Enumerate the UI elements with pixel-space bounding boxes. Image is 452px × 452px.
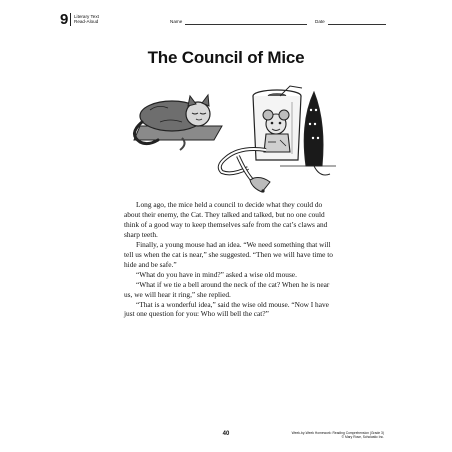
mouse-hole-icon [304,92,330,175]
story-paragraph: “What do you have in mind?” asked a wise old mouse. [136,269,297,279]
credit-line-2: © Mary Rose, Scholastic Inc. [341,435,384,439]
sleeping-cat-icon [134,95,210,150]
name-field-line[interactable] [185,24,307,25]
bell-icon [250,178,270,193]
story-paragraph: “That is a wonderful idea,” said the wise old mouse. “Now I have just one question for you: Who will bell the cat?” [124,299,329,319]
date-label: Date [315,19,325,24]
story-paragraph: Long ago, the mice held a council to decide what they could do about their enemy, the Cat. They talked and talked, but no one could think of a good way to keep themselves safe from the cat’s claws and sharp teeth. [124,200,328,239]
lesson-number: 9 [60,11,69,28]
lesson-type-line1: Literary Text [74,14,99,19]
credit-line-1: Week-by-Week Homework: Reading Comprehension (Grade 3) [291,431,384,435]
page-number: 40 [222,431,230,437]
story-paragraph: “What if we tie a bell around the neck of the cat? When he is near us, we will hear it ring,” she replied. [124,279,330,299]
story-text [124,200,334,319]
story-illustration [130,82,340,194]
lesson-type [74,14,99,24]
lesson-type-line2: Read-Aloud [74,19,99,24]
date-field-line[interactable] [328,24,386,25]
name-label: Name [170,19,183,24]
header-divider [70,13,71,26]
credit-line [292,431,384,439]
story-paragraph: Finally, a young mouse had an idea. “We need something that will tell us when the cat is near,” she suggested. “Then we will have time to hide and be safe.” [124,239,333,269]
page-title: The Council of Mice [147,48,305,67]
